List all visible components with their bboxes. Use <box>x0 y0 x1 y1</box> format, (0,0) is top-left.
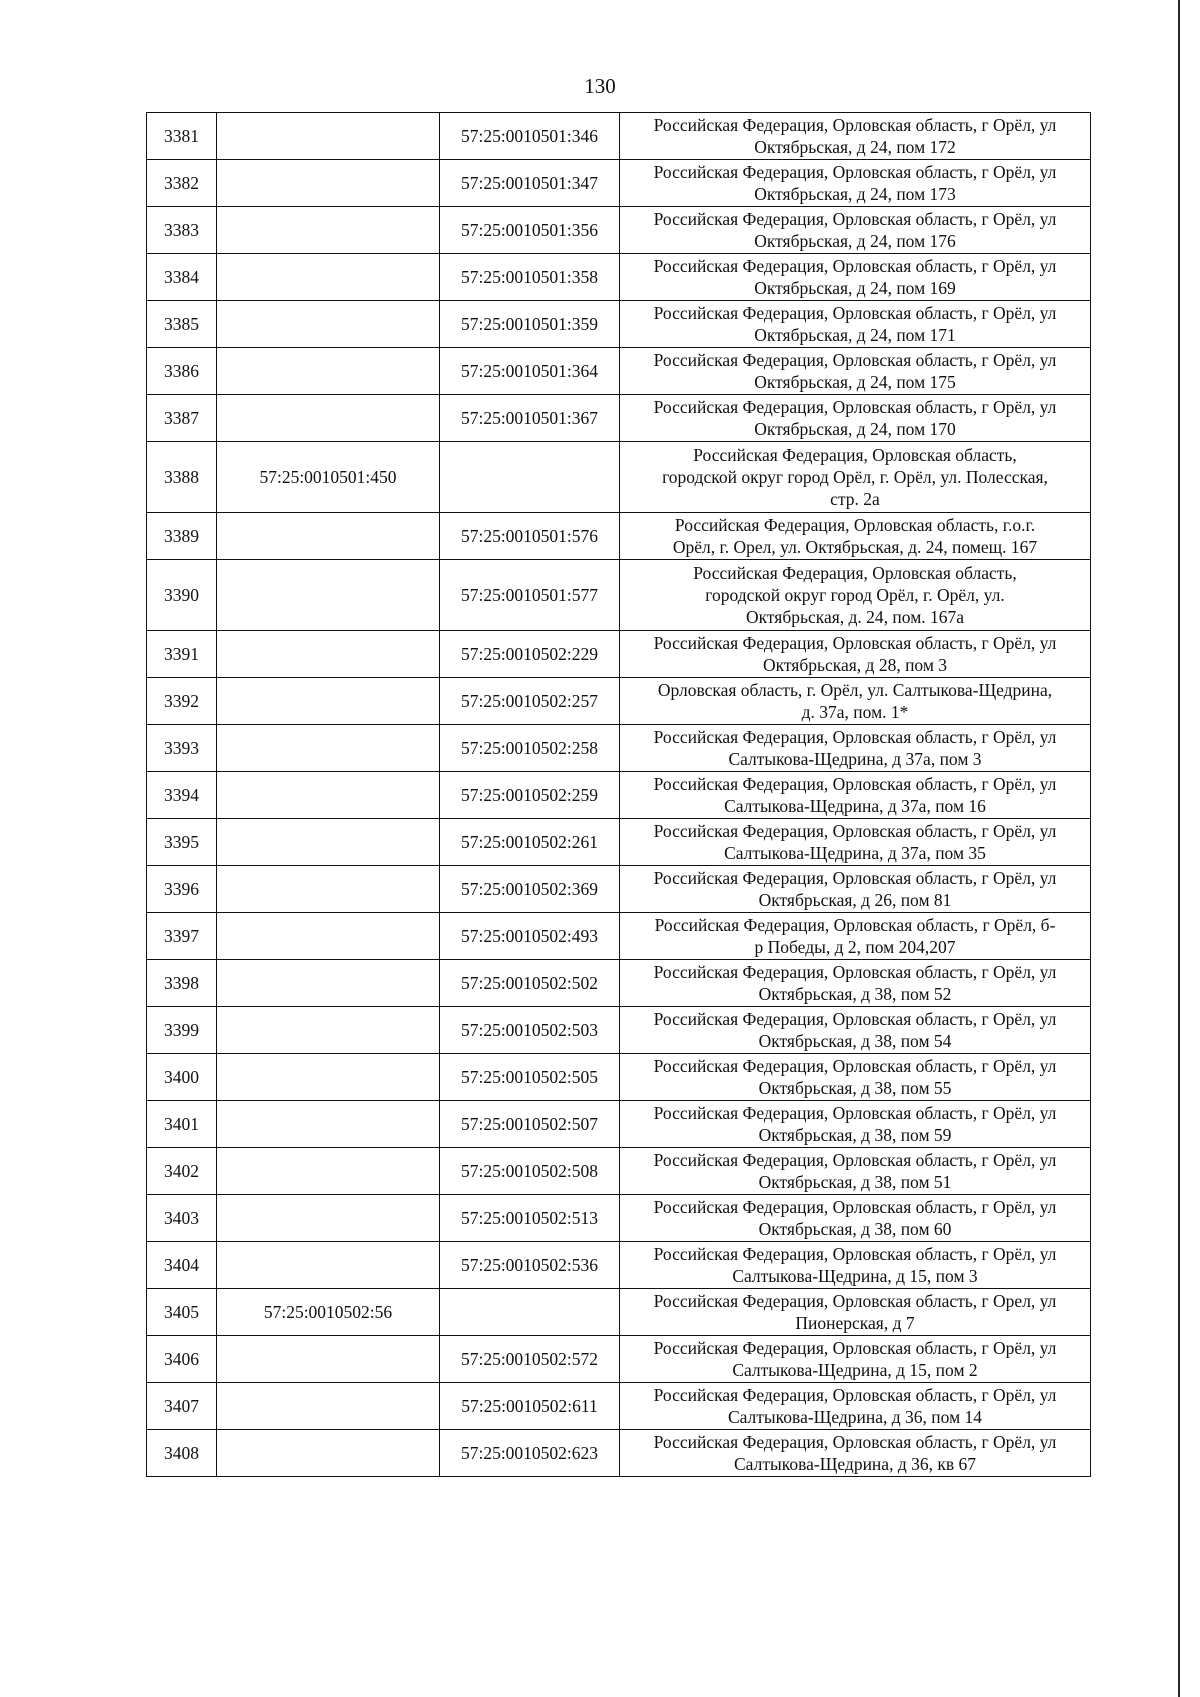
land-parcel-cell <box>217 1430 440 1477</box>
table-row <box>147 1242 1091 1289</box>
row-number-cell: 3386 <box>147 348 217 395</box>
cadastral-number-cell: 57:25:0010502:611 <box>440 1383 620 1430</box>
cadastral-number-cell: 57:25:0010501:358 <box>440 254 620 301</box>
address-cell <box>620 113 1091 160</box>
address-cell <box>620 254 1091 301</box>
row-number-cell: 3391 <box>147 631 217 678</box>
land-parcel-cell <box>217 207 440 254</box>
address-line: Российская Федерация, Орловская область, г Орёл, ул <box>653 303 1057 323</box>
land-parcel-cell <box>217 1054 440 1101</box>
address-line: Октябрьская, д 38, пом 55 <box>758 1078 952 1098</box>
row-number-cell: 3384 <box>147 254 217 301</box>
address-line: Октябрьская, д 24, пом 171 <box>754 325 956 345</box>
address-line: Российская Федерация, Орловская область, <box>693 563 1017 583</box>
table-row <box>147 395 1091 442</box>
land-parcel-cell <box>217 725 440 772</box>
address-line: Российская Федерация, Орловская область, г Орёл, ул <box>653 115 1057 135</box>
cadastral-number-cell: 57:25:0010502:259 <box>440 772 620 819</box>
address-line: Салтыкова-Щедрина, д 15, пом 3 <box>732 1266 978 1286</box>
address-cell <box>620 631 1091 678</box>
cadastral-number-cell: 57:25:0010502:502 <box>440 960 620 1007</box>
cadastral-number-cell: 57:25:0010501:356 <box>440 207 620 254</box>
address-line: Российская Федерация, Орловская область, г Орёл, ул <box>653 821 1057 841</box>
row-number-cell: 3407 <box>147 1383 217 1430</box>
land-parcel-cell <box>217 960 440 1007</box>
address-line: Российская Федерация, Орловская область, г.о.г. <box>674 515 1036 535</box>
row-number-cell: 3390 <box>147 560 217 631</box>
address-line: Октябрьская, д 24, пом 176 <box>754 231 956 251</box>
address-line: Российская Федерация, Орловская область, г Орёл, ул <box>653 256 1057 276</box>
table-row <box>147 207 1091 254</box>
land-parcel-cell <box>217 1101 440 1148</box>
address-cell <box>620 960 1091 1007</box>
address-cell <box>620 1101 1091 1148</box>
address-cell <box>620 772 1091 819</box>
cadastral-number-cell: 57:25:0010501:346 <box>440 113 620 160</box>
table-row <box>147 678 1091 725</box>
address-line: Российская Федерация, Орловская область, г Орёл, ул <box>653 962 1057 982</box>
land-parcel-cell <box>217 513 440 560</box>
row-number-cell: 3397 <box>147 913 217 960</box>
address-line: Российская Федерация, Орловская область, г Орёл, ул <box>653 868 1057 888</box>
address-line: д. 37а, пом. 1* <box>801 702 909 722</box>
row-number-cell: 3381 <box>147 113 217 160</box>
table-row <box>147 348 1091 395</box>
land-parcel-cell <box>217 1242 440 1289</box>
land-parcel-cell <box>217 301 440 348</box>
address-line: Российская Федерация, Орловская область, <box>693 445 1017 465</box>
cadastral-number-cell: 57:25:0010502:513 <box>440 1195 620 1242</box>
row-number-cell: 3402 <box>147 1148 217 1195</box>
row-number-cell: 3385 <box>147 301 217 348</box>
address-line: Российская Федерация, Орловская область, г Орёл, ул <box>653 1244 1057 1264</box>
table-row <box>147 513 1091 560</box>
address-line: Салтыкова-Щедрина, д 37а, пом 3 <box>728 749 982 769</box>
address-line: Российская Федерация, Орловская область, г Орёл, ул <box>653 1338 1057 1358</box>
cadastral-number-cell: 57:25:0010501:577 <box>440 560 620 631</box>
address-line: городской округ город Орёл, г. Орёл, ул. Полесская, <box>662 467 1048 487</box>
cadastral-number-cell: 57:25:0010501:347 <box>440 160 620 207</box>
address-cell <box>620 560 1091 631</box>
address-line: Российская Федерация, Орловская область, г Орёл, ул <box>653 1385 1057 1405</box>
row-number-cell: 3403 <box>147 1195 217 1242</box>
land-parcel-cell <box>217 395 440 442</box>
address-cell <box>620 1383 1091 1430</box>
row-number-cell: 3400 <box>147 1054 217 1101</box>
address-line: Пионерская, д 7 <box>795 1313 915 1333</box>
table-row <box>147 560 1091 631</box>
table-row <box>147 1101 1091 1148</box>
cadastral-number-cell: 57:25:0010502:258 <box>440 725 620 772</box>
address-cell <box>620 866 1091 913</box>
address-line: Российская Федерация, Орловская область, г Орёл, ул <box>653 162 1057 182</box>
address-line: Октябрьская, д 38, пом 60 <box>758 1219 952 1239</box>
address-line: Октябрьская, д 28, пом 3 <box>762 655 948 675</box>
address-cell <box>620 819 1091 866</box>
cadastral-number-cell: 57:25:0010501:359 <box>440 301 620 348</box>
table-row <box>147 1289 1091 1336</box>
address-line: Российская Федерация, Орловская область, г Орёл, ул <box>653 1009 1057 1029</box>
address-cell <box>620 1289 1091 1336</box>
address-line: Октябрьская, д. 24, пом. 167а <box>745 607 965 627</box>
row-number-cell: 3388 <box>147 442 217 513</box>
row-number-cell: 3383 <box>147 207 217 254</box>
row-number-cell: 3395 <box>147 819 217 866</box>
address-cell <box>620 913 1091 960</box>
land-parcel-cell <box>217 348 440 395</box>
cadastral-number-cell: 57:25:0010502:261 <box>440 819 620 866</box>
address-line: Российская Федерация, Орловская область, г Орёл, ул <box>653 1103 1057 1123</box>
address-line: Российская Федерация, Орловская область, г Орёл, ул <box>653 1150 1057 1170</box>
address-line: Российская Федерация, Орловская область, г Орёл, ул <box>653 350 1057 370</box>
land-parcel-cell <box>217 913 440 960</box>
row-number-cell: 3387 <box>147 395 217 442</box>
table-row <box>147 1430 1091 1477</box>
row-number-cell: 3406 <box>147 1336 217 1383</box>
cadastral-number-cell: 57:25:0010502:503 <box>440 1007 620 1054</box>
row-number-cell: 3405 <box>147 1289 217 1336</box>
address-cell <box>620 1148 1091 1195</box>
address-line: Российская Федерация, Орловская область, г Орёл, ул <box>653 774 1057 794</box>
address-line: Российская Федерация, Орловская область, г Орёл, ул <box>653 727 1057 747</box>
land-parcel-cell <box>217 631 440 678</box>
address-line: Октябрьская, д 38, пом 59 <box>758 1125 952 1145</box>
address-line: Октябрьская, д 24, пом 175 <box>754 372 956 392</box>
address-cell <box>620 1430 1091 1477</box>
address-line: Октябрьская, д 26, пом 81 <box>758 890 952 910</box>
scan-edge-line <box>1178 0 1180 1697</box>
register-table-body <box>147 113 1091 1477</box>
page-number: 130 <box>584 74 616 98</box>
table-row <box>147 1148 1091 1195</box>
row-number-cell: 3389 <box>147 513 217 560</box>
cadastral-number-cell: 57:25:0010502:505 <box>440 1054 620 1101</box>
table-row <box>147 160 1091 207</box>
land-parcel-cell <box>217 866 440 913</box>
address-line: Октябрьская, д 24, пом 173 <box>754 184 956 204</box>
address-line: Октябрьская, д 24, пом 169 <box>754 278 956 298</box>
address-line: Салтыкова-Щедрина, д 37а, пом 35 <box>724 843 986 863</box>
address-line: городской округ город Орёл, г. Орёл, ул. <box>705 585 1005 605</box>
row-number-cell: 3399 <box>147 1007 217 1054</box>
address-line: Российская Федерация, Орловская область, г Орёл, б- <box>654 915 1056 935</box>
row-number-cell: 3392 <box>147 678 217 725</box>
table-row <box>147 866 1091 913</box>
address-cell <box>620 1195 1091 1242</box>
cadastral-number-cell: 57:25:0010502:572 <box>440 1336 620 1383</box>
table-row <box>147 725 1091 772</box>
cadastral-number-cell <box>440 1289 620 1336</box>
table-row <box>147 113 1091 160</box>
land-parcel-cell <box>217 1195 440 1242</box>
land-parcel-cell <box>217 113 440 160</box>
table-row <box>147 1007 1091 1054</box>
register-table <box>146 112 1091 1477</box>
land-parcel-cell <box>217 560 440 631</box>
table-row <box>147 631 1091 678</box>
address-cell <box>620 395 1091 442</box>
row-number-cell: 3382 <box>147 160 217 207</box>
cadastral-number-cell: 57:25:0010502:229 <box>440 631 620 678</box>
address-cell <box>620 160 1091 207</box>
address-line: Российская Федерация, Орловская область, г Орёл, ул <box>653 1432 1057 1452</box>
table-row <box>147 442 1091 513</box>
cadastral-number-cell <box>440 442 620 513</box>
address-line: Российская Федерация, Орловская область, г Орёл, ул <box>653 1056 1057 1076</box>
table-row <box>147 301 1091 348</box>
land-parcel-cell: 57:25:0010501:450 <box>217 442 440 513</box>
address-line: Салтыкова-Щедрина, д 37а, пом 16 <box>724 796 986 816</box>
land-parcel-cell <box>217 772 440 819</box>
table-row <box>147 254 1091 301</box>
table-row <box>147 772 1091 819</box>
row-number-cell: 3401 <box>147 1101 217 1148</box>
table-row <box>147 1195 1091 1242</box>
cadastral-number-cell: 57:25:0010501:576 <box>440 513 620 560</box>
address-cell <box>620 442 1091 513</box>
address-line: Салтыкова-Щедрина, д 36, кв 67 <box>734 1454 976 1474</box>
cadastral-number-cell: 57:25:0010502:536 <box>440 1242 620 1289</box>
cadastral-number-cell: 57:25:0010502:369 <box>440 866 620 913</box>
address-line: Российская Федерация, Орловская область, г Орёл, ул <box>653 397 1057 417</box>
address-line: Октябрьская, д 24, пом 172 <box>754 137 956 157</box>
address-line: р Победы, д 2, пом 204,207 <box>754 937 956 957</box>
address-line: Октябрьская, д 24, пом 170 <box>754 419 956 439</box>
address-line: Орловская область, г. Орёл, ул. Салтыкова-Щедрина, <box>657 680 1053 700</box>
land-parcel-cell <box>217 1336 440 1383</box>
address-cell <box>620 348 1091 395</box>
cadastral-number-cell: 57:25:0010502:507 <box>440 1101 620 1148</box>
cadastral-number-cell: 57:25:0010501:364 <box>440 348 620 395</box>
address-line: Октябрьская, д 38, пом 52 <box>758 984 952 1004</box>
address-cell <box>620 1054 1091 1101</box>
table-row <box>147 960 1091 1007</box>
address-cell <box>620 1336 1091 1383</box>
table-row <box>147 1336 1091 1383</box>
row-number-cell: 3394 <box>147 772 217 819</box>
address-line: Октябрьская, д 38, пом 54 <box>758 1031 952 1051</box>
cadastral-number-cell: 57:25:0010502:623 <box>440 1430 620 1477</box>
land-parcel-cell <box>217 1383 440 1430</box>
row-number-cell: 3408 <box>147 1430 217 1477</box>
land-parcel-cell <box>217 254 440 301</box>
address-cell <box>620 1242 1091 1289</box>
address-line: Российская Федерация, Орловская область, г Орёл, ул <box>653 1197 1057 1217</box>
address-cell <box>620 207 1091 254</box>
table-row <box>147 1054 1091 1101</box>
row-number-cell: 3393 <box>147 725 217 772</box>
cadastral-number-cell: 57:25:0010502:493 <box>440 913 620 960</box>
table-row <box>147 913 1091 960</box>
land-parcel-cell <box>217 678 440 725</box>
row-number-cell: 3398 <box>147 960 217 1007</box>
cadastral-number-cell: 57:25:0010501:367 <box>440 395 620 442</box>
land-parcel-cell <box>217 1148 440 1195</box>
land-parcel-cell <box>217 1007 440 1054</box>
address-line: стр. 2а <box>830 489 880 509</box>
table-row <box>147 1383 1091 1430</box>
land-parcel-cell <box>217 819 440 866</box>
address-line: Октябрьская, д 38, пом 51 <box>758 1172 952 1192</box>
land-parcel-cell: 57:25:0010502:56 <box>217 1289 440 1336</box>
address-line: Салтыкова-Щедрина, д 36, пом 14 <box>727 1407 983 1427</box>
row-number-cell: 3396 <box>147 866 217 913</box>
address-cell <box>620 678 1091 725</box>
cadastral-number-cell: 57:25:0010502:508 <box>440 1148 620 1195</box>
cadastral-number-cell: 57:25:0010502:257 <box>440 678 620 725</box>
table-row <box>147 819 1091 866</box>
address-line: Орёл, г. Орел, ул. Октябрьская, д. 24, помещ. 167 <box>672 537 1038 557</box>
land-parcel-cell <box>217 160 440 207</box>
address-line: Российская Федерация, Орловская область, г Орёл, ул <box>653 209 1057 229</box>
address-cell <box>620 301 1091 348</box>
address-line: Российская Федерация, Орловская область, г Орёл, ул <box>653 633 1057 653</box>
row-number-cell: 3404 <box>147 1242 217 1289</box>
address-line: Российская Федерация, Орловская область, г Орел, ул <box>653 1291 1057 1311</box>
address-line: Салтыкова-Щедрина, д 15, пом 2 <box>732 1360 978 1380</box>
address-cell <box>620 1007 1091 1054</box>
address-cell <box>620 725 1091 772</box>
address-cell <box>620 513 1091 560</box>
